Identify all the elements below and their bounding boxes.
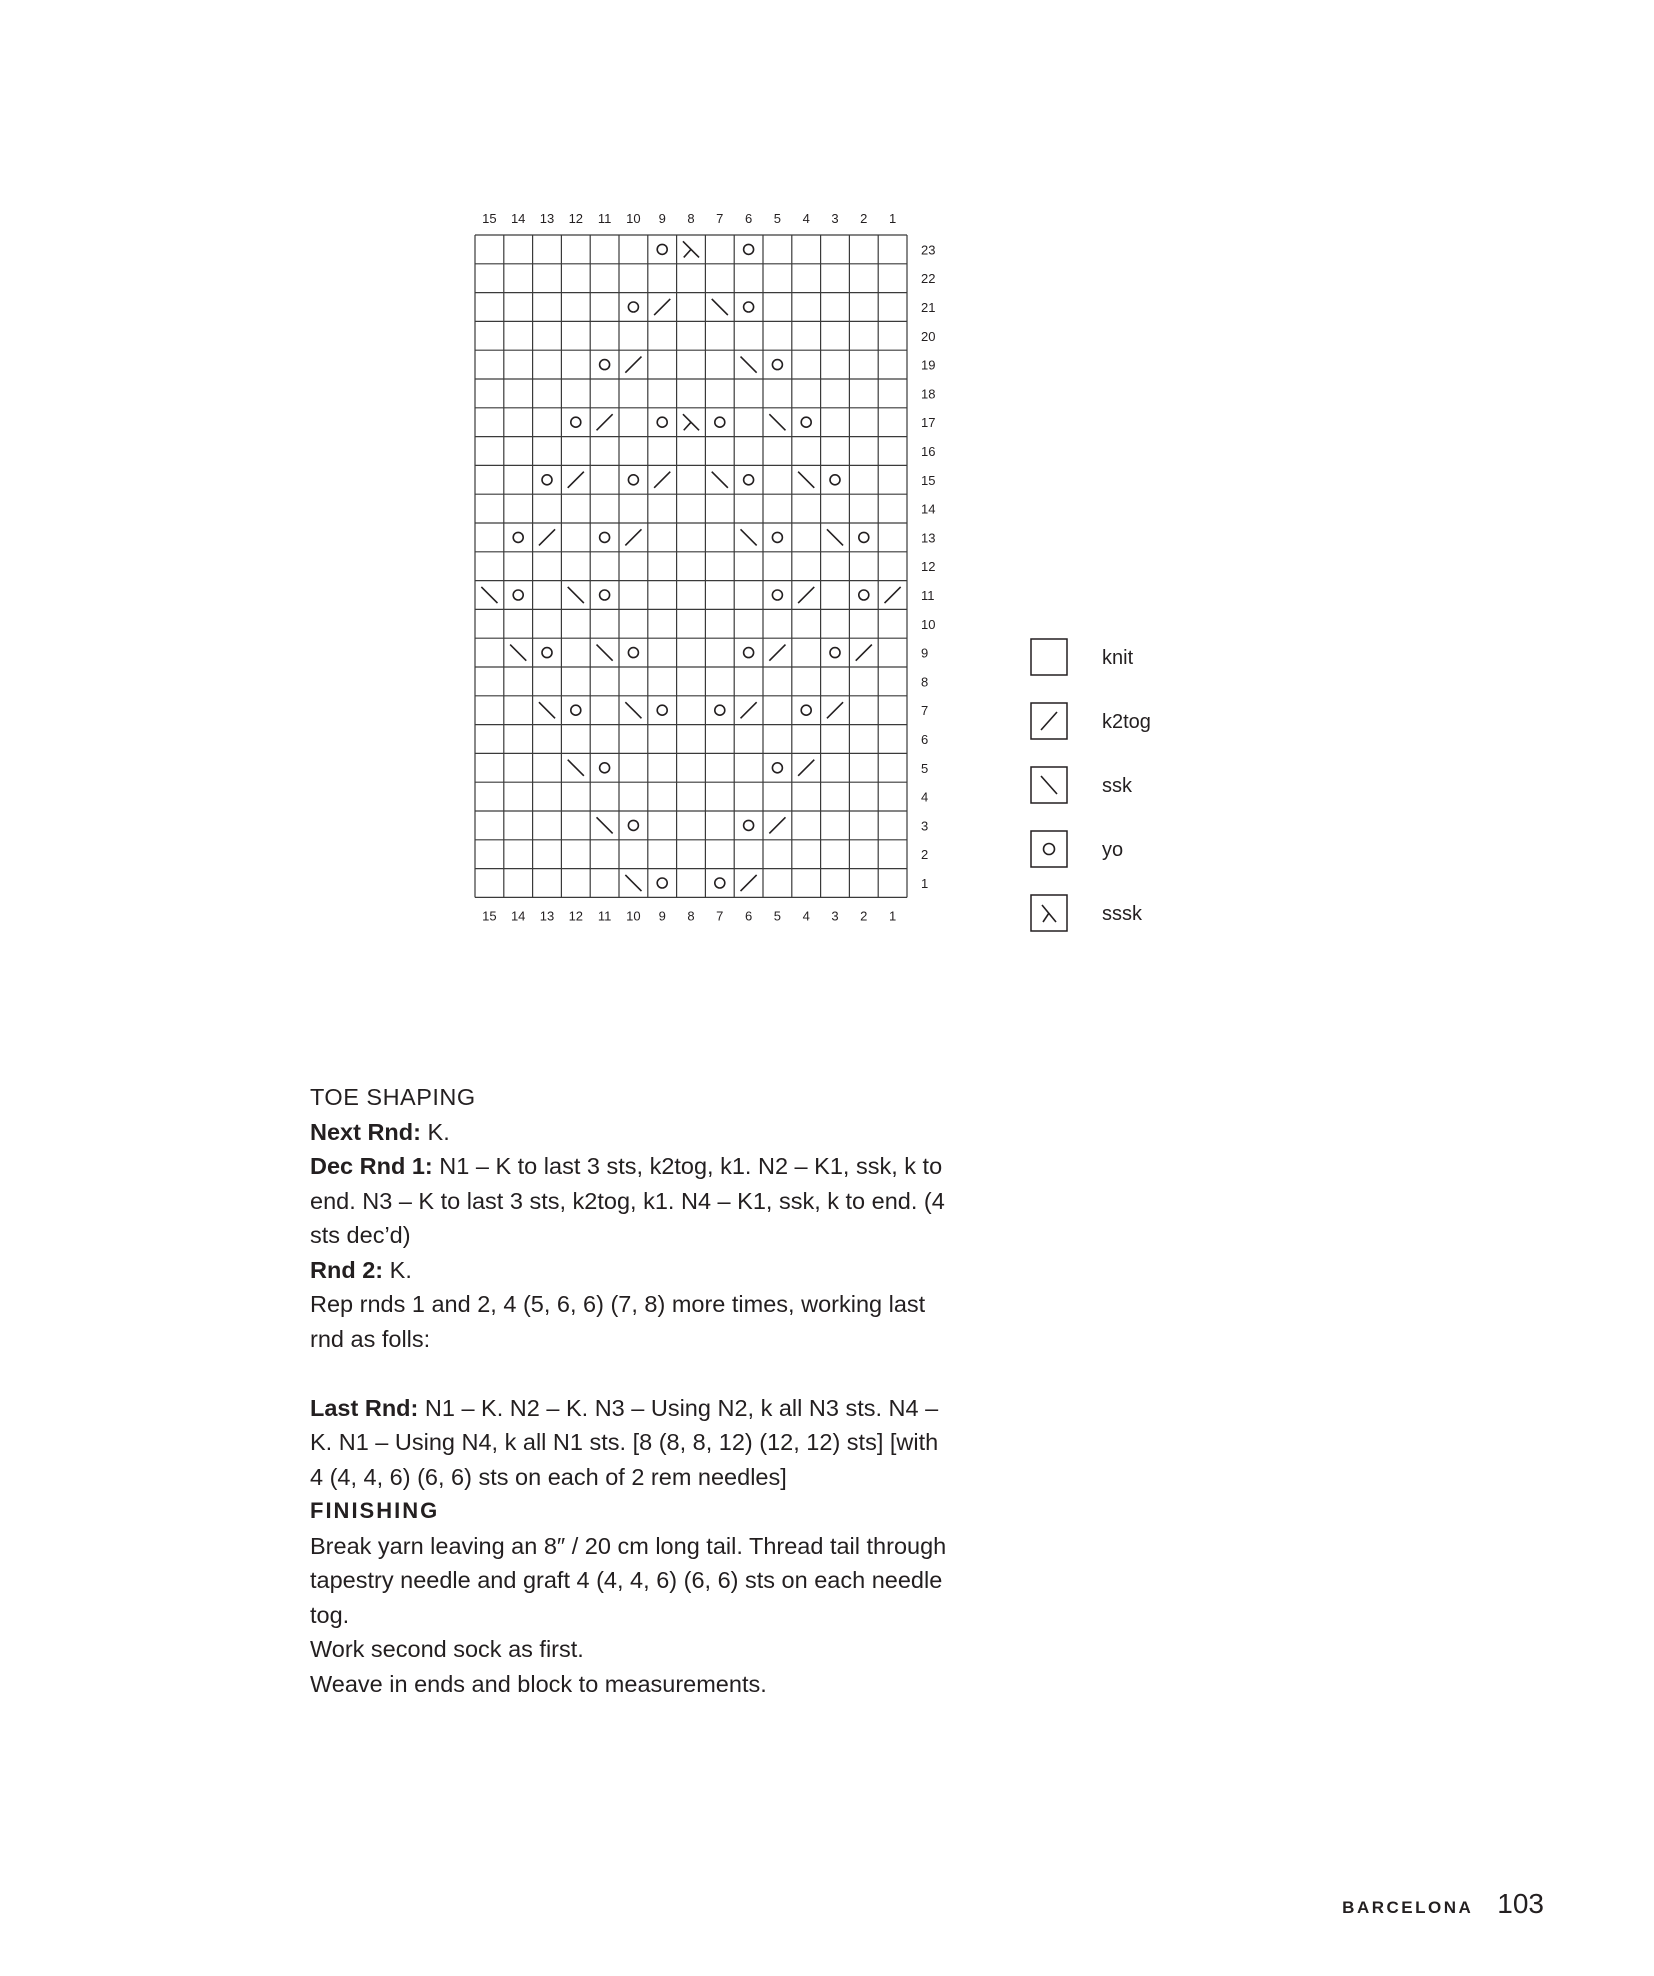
legend-item-k2tog: [1030, 702, 1230, 742]
sssk-icon: [1030, 894, 1070, 934]
chart-column-label-bottom: 3: [831, 908, 839, 924]
ssk-symbol: [625, 875, 641, 891]
k2tog-symbol: [654, 299, 670, 315]
yo-symbol: [657, 705, 667, 715]
ssk-symbol: [510, 645, 526, 661]
yo-symbol: [628, 820, 638, 830]
lace-chart: [470, 205, 950, 935]
yo-symbol: [744, 302, 754, 312]
chart-column-label-bottom: 9: [658, 908, 666, 924]
dec-rnd-text: N1 – K to last 3 sts, k2tog, k1. N2 – K1, ssk, k to end. N3 – K to last 3 sts, k2tog, k1. N4 – K1, ssk, k to end. (4 sts dec’d): [310, 1153, 945, 1248]
ssk-symbol: [741, 357, 757, 373]
chart-column-label-bottom: 12: [568, 908, 584, 924]
k2tog-icon: [1030, 702, 1070, 742]
chart-row-label: 3: [921, 818, 929, 834]
legend-label-yo: yo: [1102, 839, 1124, 861]
last-rnd-line: [310, 1391, 950, 1495]
next-rnd-label: Next Rnd:: [310, 1118, 421, 1145]
k2tog-symbol: [625, 529, 641, 545]
yo-symbol: [571, 705, 581, 715]
yo-symbol: [571, 417, 581, 427]
chart-row-label: 6: [921, 732, 929, 747]
yo-symbol: [715, 417, 725, 427]
yo-symbol: [772, 532, 782, 542]
chart-column-label-top: 3: [831, 211, 839, 226]
legend-item-ssk: [1030, 766, 1230, 806]
k2tog-symbol: [798, 760, 814, 776]
k2tog-symbol: [827, 702, 843, 718]
next-rnd-line: [310, 1115, 950, 1150]
chart-column-label-bottom: 14: [510, 908, 526, 924]
chart-column-label-bottom: 11: [597, 908, 612, 924]
finishing-para-2: Work second sock as first.: [310, 1636, 584, 1662]
ssk-symbol: [625, 702, 641, 718]
footer-section-title: BARCELONA: [1342, 1898, 1474, 1917]
yo-symbol: [772, 360, 782, 370]
chart-column-label-top: 14: [510, 211, 526, 226]
yo-symbol: [744, 648, 754, 658]
chart-column-label-top: 12: [568, 211, 584, 226]
yo-symbol: [715, 705, 725, 715]
chart-row-label: 16: [921, 444, 936, 459]
k2tog-symbol: [539, 529, 555, 545]
k2tog-symbol: [741, 875, 757, 891]
rnd2-text: K.: [383, 1256, 412, 1283]
chart-column-label-top: 11: [597, 211, 612, 226]
page-number: 103: [1497, 1888, 1544, 1919]
chart-column-label-bottom: 4: [802, 908, 810, 924]
ssk-symbol: [568, 587, 584, 603]
yo-symbol: [744, 820, 754, 830]
rep-line: Rep rnds 1 and 2, 4 (5, 6, 6) (7, 8) more times, working last rnd as folls:: [310, 1291, 926, 1352]
yo-symbol: [600, 590, 610, 600]
chart-row-label: 1: [921, 876, 929, 891]
ssk-symbol: [568, 760, 584, 776]
k2tog-symbol: [568, 472, 584, 488]
yo-symbol: [600, 763, 610, 773]
yo-symbol: [628, 302, 638, 312]
yo-symbol: [542, 475, 552, 485]
chart-column-label-top: 2: [860, 211, 868, 226]
yo-symbol: [542, 648, 552, 658]
chart-row-label: 19: [921, 357, 936, 373]
rnd2-line: [310, 1253, 950, 1288]
legend-label-k2tog: k2tog: [1102, 711, 1151, 733]
k2tog-symbol: [769, 817, 785, 833]
chart-row-label: 2: [921, 847, 929, 863]
yo-symbol: [657, 417, 667, 427]
legend-item-knit: [1030, 638, 1230, 678]
chart-row-label: 23: [921, 242, 936, 258]
dec-rnd-label: Dec Rnd 1:: [310, 1153, 433, 1179]
chart-row-label: 5: [921, 760, 929, 776]
k2tog-symbol: [769, 645, 785, 661]
yo-symbol: [628, 475, 638, 485]
yo-symbol: [830, 648, 840, 658]
next-rnd-text: K.: [420, 1118, 450, 1145]
chart-row-label: 14: [921, 501, 936, 517]
k2tog-symbol: [654, 472, 670, 488]
yo-symbol: [657, 878, 667, 888]
yo-symbol: [772, 763, 782, 773]
ssk-symbol: [827, 529, 843, 545]
k2tog-symbol: [625, 357, 641, 373]
ssk-symbol: [741, 529, 757, 545]
ssk-symbol: [712, 299, 728, 315]
chart-column-label-top: 4: [802, 211, 810, 226]
k2tog-symbol: [741, 702, 757, 718]
chart-column-label-bottom: 6: [744, 908, 753, 924]
chart-column-label-top: 10: [626, 211, 641, 226]
page-footer: [1342, 1888, 1544, 1928]
ssk-symbol: [481, 587, 497, 603]
chart-column-label-bottom: 2: [860, 908, 868, 924]
yo-icon: [1030, 830, 1070, 870]
sssk-symbol-leg: [684, 249, 691, 257]
pattern-text: [310, 1080, 950, 1701]
ssk-symbol: [798, 472, 814, 488]
yo-symbol: [600, 360, 610, 370]
chart-column-label-top: 9: [658, 211, 666, 226]
chart-column-label-bottom: 15: [482, 908, 497, 924]
legend-label-sssk: sssk: [1102, 903, 1142, 925]
yo-symbol: [628, 648, 638, 658]
yo-symbol: [715, 878, 725, 888]
dec-rnd-line: [310, 1149, 950, 1253]
chart-row-label: 8: [921, 674, 929, 690]
ssk-symbol: [597, 645, 613, 661]
rnd2-label: Rnd 2:: [310, 1256, 384, 1283]
chart-column-label-bottom: 1: [888, 908, 897, 924]
yo-symbol: [859, 532, 869, 542]
finishing-para-3: Weave in ends and block to measurements.: [310, 1670, 767, 1697]
k2tog-symbol: [885, 587, 901, 603]
k2tog-symbol: [798, 587, 814, 603]
chart-column-label-top: 6: [744, 211, 753, 226]
yo-symbol: [657, 244, 667, 254]
knit-icon: [1030, 638, 1070, 678]
sssk-symbol-leg: [684, 422, 691, 430]
ssk-symbol: [539, 702, 555, 718]
chart-row-label: 11: [921, 588, 935, 603]
k2tog-symbol: [856, 645, 872, 661]
chart-row-label: 7: [921, 703, 929, 719]
spacer: [310, 1356, 950, 1391]
yo-symbol: [513, 532, 523, 542]
ssk-symbol: [712, 472, 728, 488]
yo-symbol: [513, 590, 523, 600]
chart-row-label: 12: [921, 559, 936, 575]
yo-symbol: [830, 475, 840, 485]
yo-symbol: [744, 475, 754, 485]
toe-shaping-title: TOE SHAPING: [310, 1084, 476, 1110]
chart-row-label: 15: [921, 472, 936, 488]
legend-label-knit: knit: [1102, 647, 1134, 669]
last-rnd-label: Last Rnd:: [310, 1394, 419, 1421]
chart-row-label: 13: [921, 530, 936, 546]
legend-label-ssk: ssk: [1102, 775, 1132, 797]
chart-column-label-top: 7: [716, 211, 724, 226]
chart-column-label-bottom: 10: [626, 908, 641, 924]
chart-column-label-bottom: 8: [687, 908, 695, 924]
ssk-symbol: [769, 414, 785, 430]
chart-row-label: 17: [921, 415, 936, 431]
yo-symbol: [801, 417, 811, 427]
finishing-para-1: Break yarn leaving an 8″ / 20 cm long tail. Thread tail through tapestry needle and graft 4 (4, 4, 6) (6, 6) sts on each needle tog.: [310, 1532, 947, 1628]
ssk-symbol: [597, 817, 613, 833]
legend-item-yo: [1030, 830, 1230, 870]
chart-row-label: 18: [921, 386, 936, 402]
chart-row-label: 20: [921, 328, 936, 344]
chart-row-label: 4: [921, 789, 929, 805]
yo-symbol: [859, 590, 869, 600]
chart-row-label: 10: [921, 616, 936, 632]
chart-row-label: 21: [921, 300, 936, 315]
ssk-icon: [1030, 766, 1070, 806]
chart-column-label-top: 1: [888, 211, 897, 226]
chart-row-label: 9: [921, 645, 929, 661]
chart-column-label-top: 13: [539, 211, 555, 226]
chart-row-label: 22: [921, 271, 936, 287]
last-rnd-text: N1 – K. N2 – K. N3 – Using N2, k all N3 sts. N4 – K. N1 – Using N4, k all N1 sts. [8 (8, 8, 12) (12, 12) sts] [with 4 (4, 4, 6) (6, 6) sts on each of 2 rem needles]: [310, 1394, 939, 1490]
yo-symbol: [801, 705, 811, 715]
yo-symbol: [772, 590, 782, 600]
chart-column-label-bottom: 7: [716, 908, 724, 924]
chart-column-label-top: 8: [687, 211, 695, 226]
finishing-title: FINISHING: [310, 1498, 440, 1523]
chart-column-label-bottom: 13: [539, 908, 555, 924]
legend-item-sssk: [1030, 894, 1230, 934]
lace-chart-svg: [470, 205, 950, 935]
yo-symbol: [600, 532, 610, 542]
k2tog-symbol: [597, 414, 613, 430]
yo-symbol: [744, 244, 754, 254]
chart-column-label-bottom: 5: [773, 908, 782, 924]
chart-column-label-top: 15: [482, 211, 497, 226]
chart-column-label-top: 5: [773, 211, 782, 226]
